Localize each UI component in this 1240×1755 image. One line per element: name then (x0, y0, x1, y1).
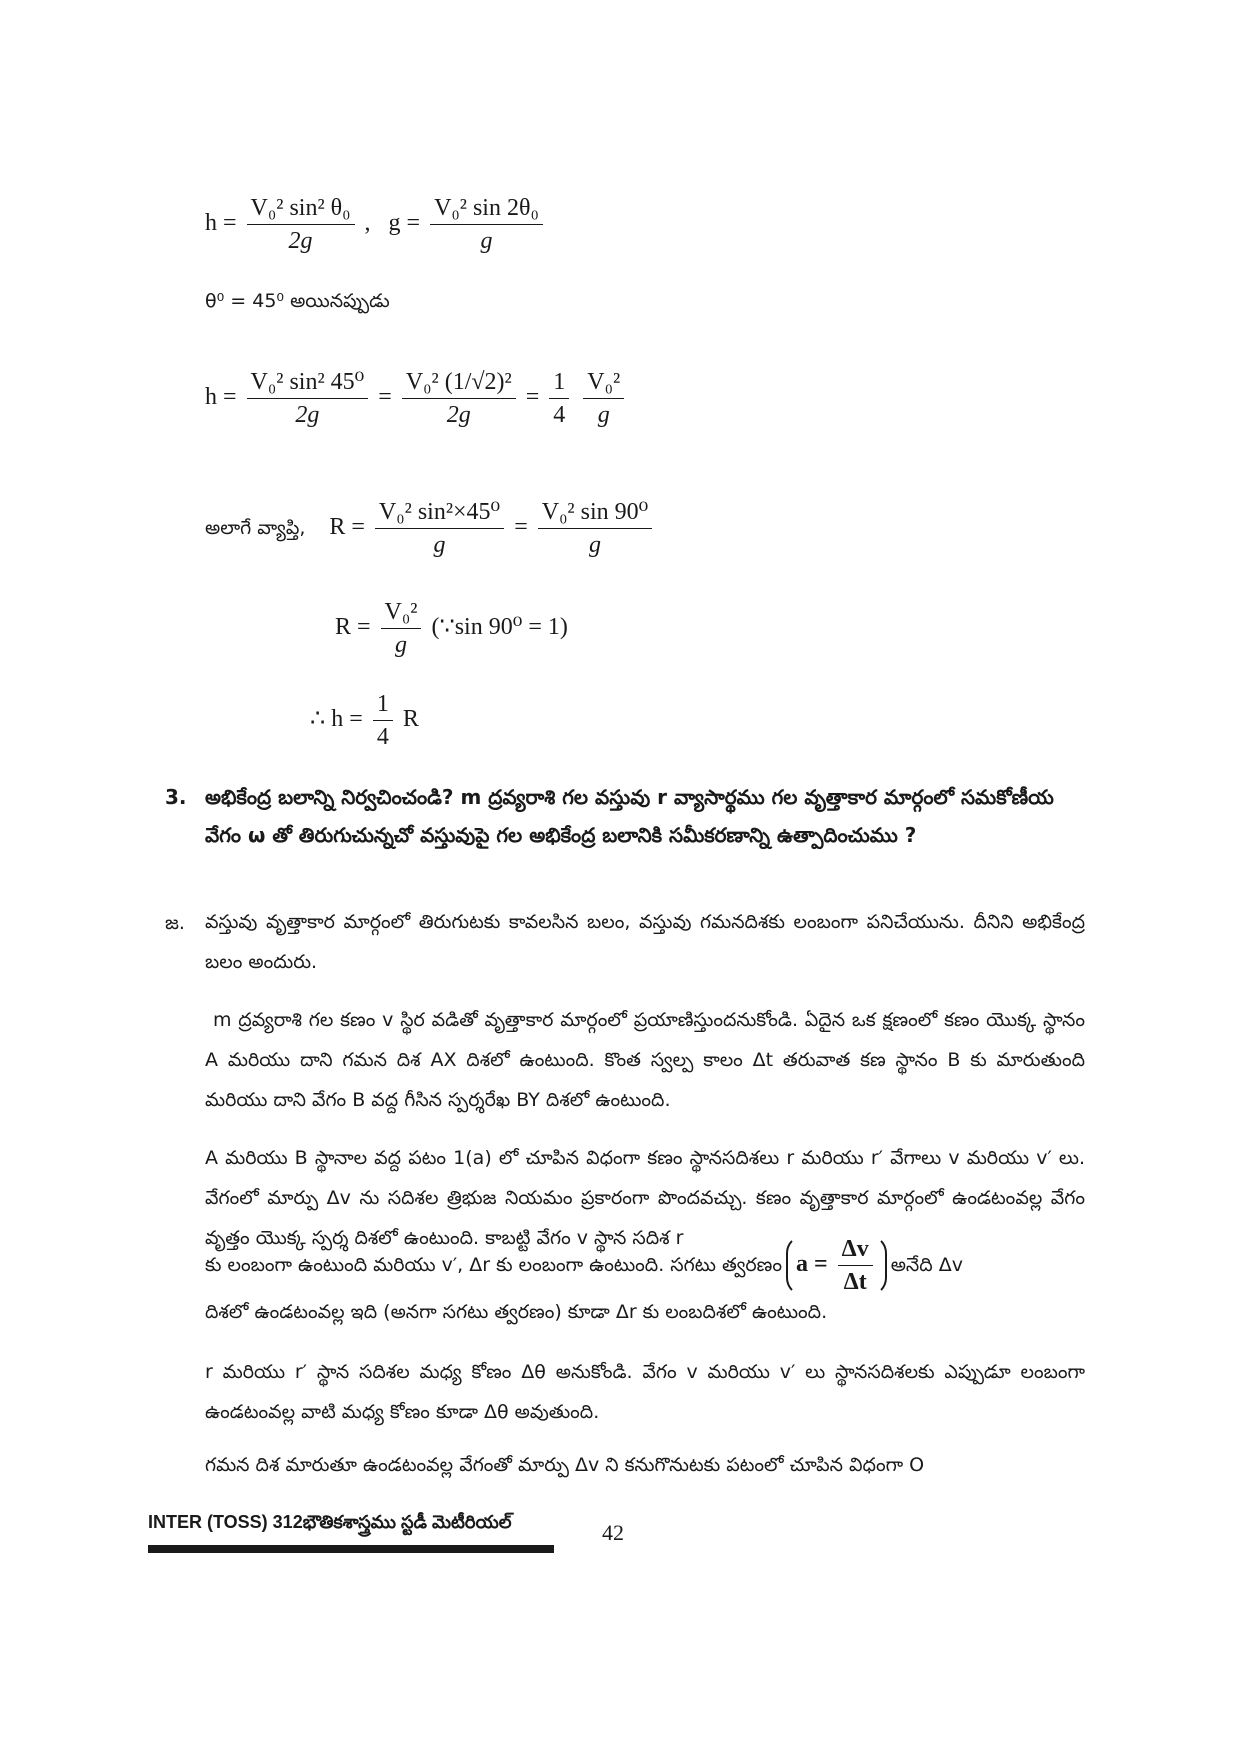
eq2-equals-1: = (378, 384, 392, 411)
accel-denominator: Δt (843, 1269, 867, 1295)
footer-title: INTER (TOSS) 312భౌతికశాస్త్రము స్టడీ మెటీరియల్ (148, 1512, 512, 1532)
answer-para-3-post: అనేది Δv (890, 1254, 963, 1277)
accel-lhs: a = (795, 1251, 828, 1278)
eq1-h-numerator: V₀² sin² θ₀ (247, 196, 355, 225)
eq3-lhs: R = (329, 514, 365, 541)
answer-para-2 (205, 1000, 1085, 1120)
answer-para-2-text: m ద్రవ్యరాశి గల కణం v స్థిర వడితో వృత్తాకార మార్గంలో ప్రయాణిస్తుందనుకోండి. ఏదైన ఒక క్షణంలో కణం యొక్క స్థానం A మరియు దాని గమన దిశ AX దిశలో ఉంటుంది. కొంత స్వల్ప కాలం Δt తరువాత కణ స్థానం B కు మారుతుంది మరియు దాని వేగం B వద్ద గీసిన స్పర్శరేఖ BY దిశలో ఉంటుంది. (205, 1009, 1085, 1111)
footer-rule (148, 1545, 554, 1553)
answer-para-4-text: r మరియు r′ స్థాన సదిశల మధ్య కోణం Δθ అనుకోండి. వేగం v మరియు v′ లు స్థానసదిశలకు ఎప్పుడూ లంబంగా ఉండటంవల్ల వాటి మధ్య కోణం కూడా Δθ అవుతుంది. (205, 1361, 1085, 1423)
eq2-denominator-1: 2g (295, 402, 320, 428)
equation-h-45 (205, 370, 628, 427)
eq3-numerator-2: V₀² sin 90⁰ (538, 500, 653, 529)
eq2-coef-numerator: 1 (549, 370, 569, 399)
eq2-fraction-3 (583, 370, 624, 427)
eq4-lhs: R = (335, 614, 371, 641)
eq3-fraction-1 (375, 500, 504, 557)
eq5-denominator: 4 (376, 724, 389, 750)
eq2-coef-denominator: 4 (553, 402, 566, 428)
eq2-fraction-2 (402, 370, 516, 427)
eq1-h-lhs: h = (205, 210, 237, 237)
eq3-fraction-2 (538, 500, 653, 557)
eq2-denominator-2: 2g (446, 402, 471, 428)
eq2-denominator-3: g (597, 402, 610, 428)
eq2-coefficient (549, 370, 569, 427)
answer-para-3c (205, 1292, 1085, 1332)
accel-numerator: Δv (838, 1237, 873, 1266)
eq2-lhs: h = (205, 384, 237, 411)
eq3-prefix: అలాగే వ్యాప్తి, (205, 517, 306, 540)
question-number: 3. (165, 785, 187, 809)
question-3 (165, 778, 1090, 854)
answer-para-1 (205, 902, 1085, 982)
answer-para-1-text: వస్తువు వృత్తాకార మార్గంలో తిరుగుటకు కావలసిన బలం, వస్తువు గమనదిశకు లంబంగా పనిచేయును. దీనిని అభికేంద్ర బలం అందురు. (205, 911, 1085, 973)
eq2-numerator-3: V₀² (583, 370, 624, 399)
answer-para-5-text: గమన దిశ మారుతూ ఉండటంవల్ల వేగంతో మార్పు Δv ని కనుగొనుటకు పటంలో చూపిన విధంగా O (205, 1454, 925, 1476)
answer-para-3c-text: దిశలో ఉండటంవల్ల ఇది (అనగా సగటు త్వరణం) కూడా Δr కు లంబదిశలో ఉంటుంది. (205, 1301, 828, 1323)
eq4-denominator: g (395, 632, 407, 658)
eq5-rhs: R (402, 706, 419, 733)
eq5-numerator: 1 (373, 692, 393, 721)
eq3-equals: = (514, 514, 528, 541)
question-text: అభికేంద్ర బలాన్ని నిర్వచించండి? m ద్రవ్యరాశి గల వస్తువు r వ్యాసార్థము గల వృత్తాకార మార్గంలో సమకోణీయ వేగం ω తో తిరుగుచున్నచో వస్తువుపై గల అభికేంద్ర బలానికి సమీకరణాన్ని ఉత్పాదించుము ? (205, 785, 1054, 847)
condition-theta-45: θ⁰ = 45⁰ అయినప్పుడు (205, 290, 390, 312)
equation-range (205, 500, 656, 557)
answer-label: జ. (165, 912, 185, 934)
eq3-denominator-2: g (589, 532, 601, 558)
eq4-numerator: V₀² (381, 600, 422, 629)
eq3-denominator-1: g (433, 532, 446, 558)
eq1-separator: , (364, 210, 371, 237)
average-acceleration-formula (786, 1235, 887, 1296)
eq2-numerator-2: V₀² (1/√2)² (402, 370, 516, 399)
eq4-note: (∵sin 90⁰ = 1) (431, 614, 568, 641)
page-number: 42 (602, 1520, 624, 1545)
answer-para-4 (205, 1352, 1085, 1432)
eq2-numerator-1: V₀² sin² 45⁰ (247, 370, 369, 399)
eq2-fraction-1 (247, 370, 369, 427)
equation-r-simplified (335, 600, 568, 657)
eq1-h-denominator: 2g (288, 228, 313, 254)
equation-h-g (205, 196, 547, 253)
eq5-fraction (373, 692, 393, 749)
eq5-lhs: ∴ h = (310, 706, 363, 733)
answer-para-3-text: A మరియు B స్థానాల వద్ద పటం 1(a) లో చూపిన విధంగా కణం స్థానసదిశలు r మరియు r′ వేగాలు v మరియు v′ లు. వేగంలో మార్పు Δv ను సదిశల త్రిభుజ నియమం ప్రకారంగా పొందవచ్చు. కణం వృత్తాకార మార్గంలో ఉండటంవల్ల వేగం వృత్తం యొక్క స్పర్శ దిశలో ఉంటుంది. కాబట్టి వేగం v స్థాన సదిశ r (205, 1147, 1085, 1249)
equation-h-quarter-r (310, 692, 419, 749)
eq1-g-lhs: g = (388, 210, 421, 237)
eq4-fraction (381, 600, 422, 657)
accel-fraction (838, 1237, 873, 1294)
eq1-h-fraction (247, 196, 355, 253)
answer-para-3-pre: కు లంబంగా ఉంటుంది మరియు v′, Δr కు లంబంగా ఉంటుంది. సగటు త్వరణం (205, 1254, 782, 1277)
answer-para-5 (205, 1445, 1085, 1485)
eq1-g-denominator: g (480, 228, 493, 254)
eq1-g-numerator: V₀² sin 2θ₀ (430, 196, 543, 225)
answer-para-3-accel-line (205, 1235, 1085, 1296)
eq3-numerator-1: V₀² sin²×45⁰ (375, 500, 504, 529)
eq2-equals-2: = (525, 384, 540, 411)
eq1-g-fraction (430, 196, 543, 253)
